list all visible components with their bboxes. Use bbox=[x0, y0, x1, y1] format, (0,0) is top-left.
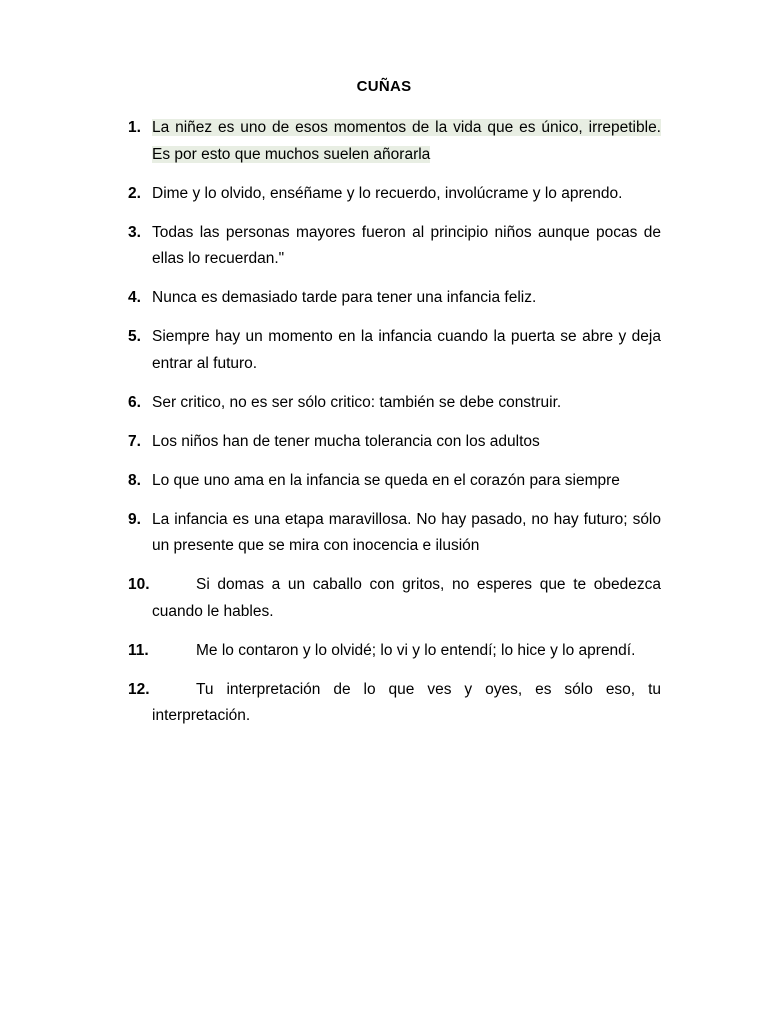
item-text: Dime y lo olvido, enséñame y lo recuerdo, involúcrame y lo aprendo. bbox=[152, 184, 623, 202]
highlighted-text: La niñez es uno de esos momentos de la vida que es único, irrepetible. Es por esto que muchos suelen añorarla bbox=[152, 119, 661, 163]
list-item bbox=[128, 677, 661, 730]
item-number: 3. bbox=[128, 223, 141, 241]
list-item bbox=[128, 390, 661, 417]
quote-list bbox=[128, 115, 661, 742]
item-number: 11. bbox=[128, 641, 149, 659]
item-number: 4. bbox=[128, 289, 141, 306]
list-item bbox=[128, 468, 661, 495]
item-number: 1. bbox=[128, 119, 141, 136]
item-number: 5. bbox=[128, 328, 141, 345]
item-text bbox=[152, 115, 661, 168]
item-text: Si domas a un caballo con gritos, no esperes que te obedezca cuando le hables. bbox=[152, 576, 661, 620]
item-text: Todas las personas mayores fueron al principio niños aunque pocas de ellas lo recuerdan." bbox=[152, 223, 661, 267]
item-number: 2. bbox=[128, 184, 141, 202]
item-number: 8. bbox=[128, 471, 141, 489]
list-item bbox=[128, 638, 661, 665]
item-text: La infancia es una etapa maravillosa. No hay pasado, no hay futuro; sólo un presente que se mira con inocencia e ilusión bbox=[152, 510, 661, 554]
list-item bbox=[128, 429, 661, 456]
item-number: 12. bbox=[128, 680, 150, 698]
item-text: Siempre hay un momento en la infancia cuando la puerta se abre y deja entrar al futuro. bbox=[152, 328, 661, 372]
item-number: 9. bbox=[128, 510, 141, 528]
item-text: Nunca es demasiado tarde para tener una infancia feliz. bbox=[152, 289, 537, 306]
item-text: Ser critico, no es ser sólo critico: también se debe construir. bbox=[152, 393, 562, 411]
list-item bbox=[128, 181, 661, 208]
item-text: Lo que uno ama en la infancia se queda en el corazón para siempre bbox=[152, 471, 620, 489]
item-text: Tu interpretación de lo que ves y oyes, es sólo eso, tu interpretación. bbox=[152, 680, 661, 724]
item-number: 6. bbox=[128, 393, 141, 411]
list-item bbox=[128, 285, 661, 312]
list-item bbox=[128, 324, 661, 377]
list-item bbox=[128, 572, 661, 625]
list-item bbox=[128, 220, 661, 273]
item-number: 10. bbox=[128, 576, 150, 593]
item-text: Me lo contaron y lo olvidé; lo vi y lo entendí; lo hice y lo aprendí. bbox=[196, 641, 636, 659]
item-number: 7. bbox=[128, 432, 141, 450]
list-item bbox=[128, 115, 661, 168]
list-item bbox=[128, 507, 661, 560]
document-title: CUÑAS bbox=[356, 78, 412, 95]
item-text: Los niños han de tener mucha tolerancia con los adultos bbox=[152, 432, 540, 450]
